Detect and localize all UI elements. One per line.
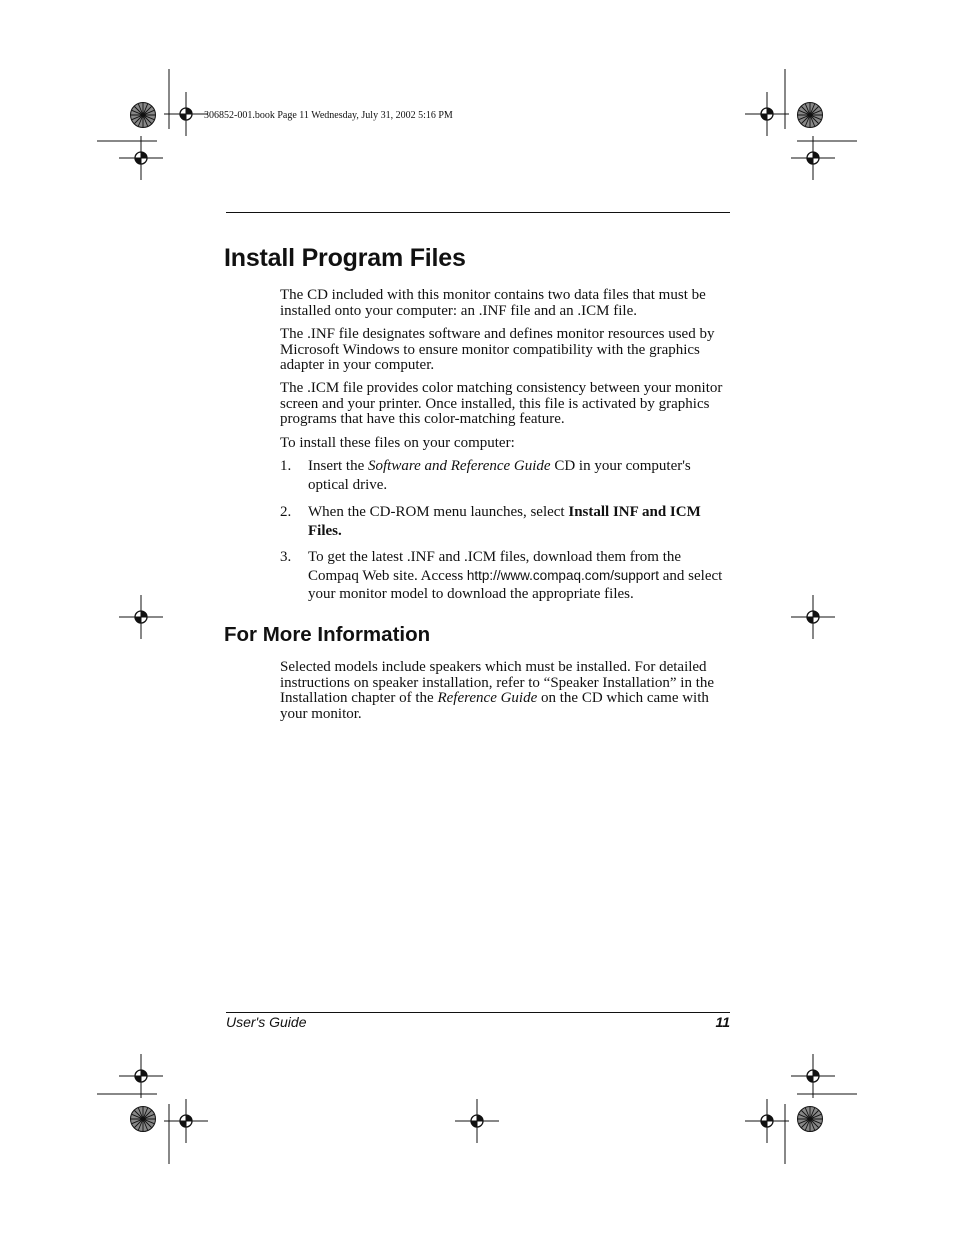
section-title-install: Install Program Files — [224, 244, 466, 272]
registration-mark-mid-left — [119, 595, 163, 639]
paragraph-install-lead: To install these files on your computer: — [280, 435, 515, 451]
registration-mark-lower-right — [791, 1054, 835, 1098]
color-star-top-right — [798, 103, 823, 128]
registration-mark-bottom-left — [164, 1099, 208, 1143]
paragraph-intro: The CD included with this monitor contains two data files that must be installed onto your computer: an .INF file and an .ICM file. — [280, 287, 706, 319]
registration-mark-mid-right — [791, 595, 835, 639]
step-number: 3. — [280, 549, 292, 565]
support-link[interactable]: http://www.compaq.com/support — [466, 567, 659, 583]
color-star-bottom-right — [798, 1107, 823, 1132]
menu-option-label: Install INF and ICM Files. — [308, 504, 701, 539]
section-title-more-info: For More Information — [224, 623, 431, 646]
paragraph-icm: The .ICM file provides color matching consistency between your monitor screen and your printer. Once installed, this file is activated by graphics programs that have this color-matching feature. — [280, 380, 723, 428]
registration-mark-lower-left — [119, 1054, 163, 1098]
registration-mark-upper-right — [791, 136, 835, 180]
footer-rule — [226, 1012, 730, 1013]
registration-mark-bottom-center — [455, 1099, 499, 1143]
color-star-top-left — [131, 103, 156, 128]
book-info: 306852-001.book Page 11 Wednesday, July 31, 2002 5:16 PM — [204, 110, 453, 121]
footer-guide-title: User's Guide — [226, 1014, 307, 1030]
step-number: 2. — [280, 504, 292, 520]
registration-mark-bottom-right — [745, 1099, 789, 1143]
registration-mark-upper-left — [119, 136, 163, 180]
paragraph-inf: The .INF file designates software and defines monitor resources used by Microsoft Windows to ensure monitor compatibility with the graphics adapter in your computer. — [280, 326, 715, 374]
page-number: 11 — [715, 1014, 730, 1030]
color-star-bottom-left — [131, 1107, 156, 1132]
paragraph-more-info: Selected models include speakers which must be installed. For detailed instructions on speaker installation, refer to “Speaker Installation” in the Installation chapter of the Reference Guide on the CD which came with your monitor. — [280, 659, 715, 722]
more-info-body — [280, 660, 730, 722]
guide-title: Reference Guide — [437, 690, 538, 707]
crop-lines — [97, 69, 857, 1164]
registration-mark-top-left — [164, 92, 208, 136]
step-number: 1. — [280, 458, 292, 474]
header-rule — [226, 212, 730, 213]
guide-title: Software and Reference Guide — [367, 458, 551, 474]
registration-mark-top-right — [745, 92, 789, 136]
